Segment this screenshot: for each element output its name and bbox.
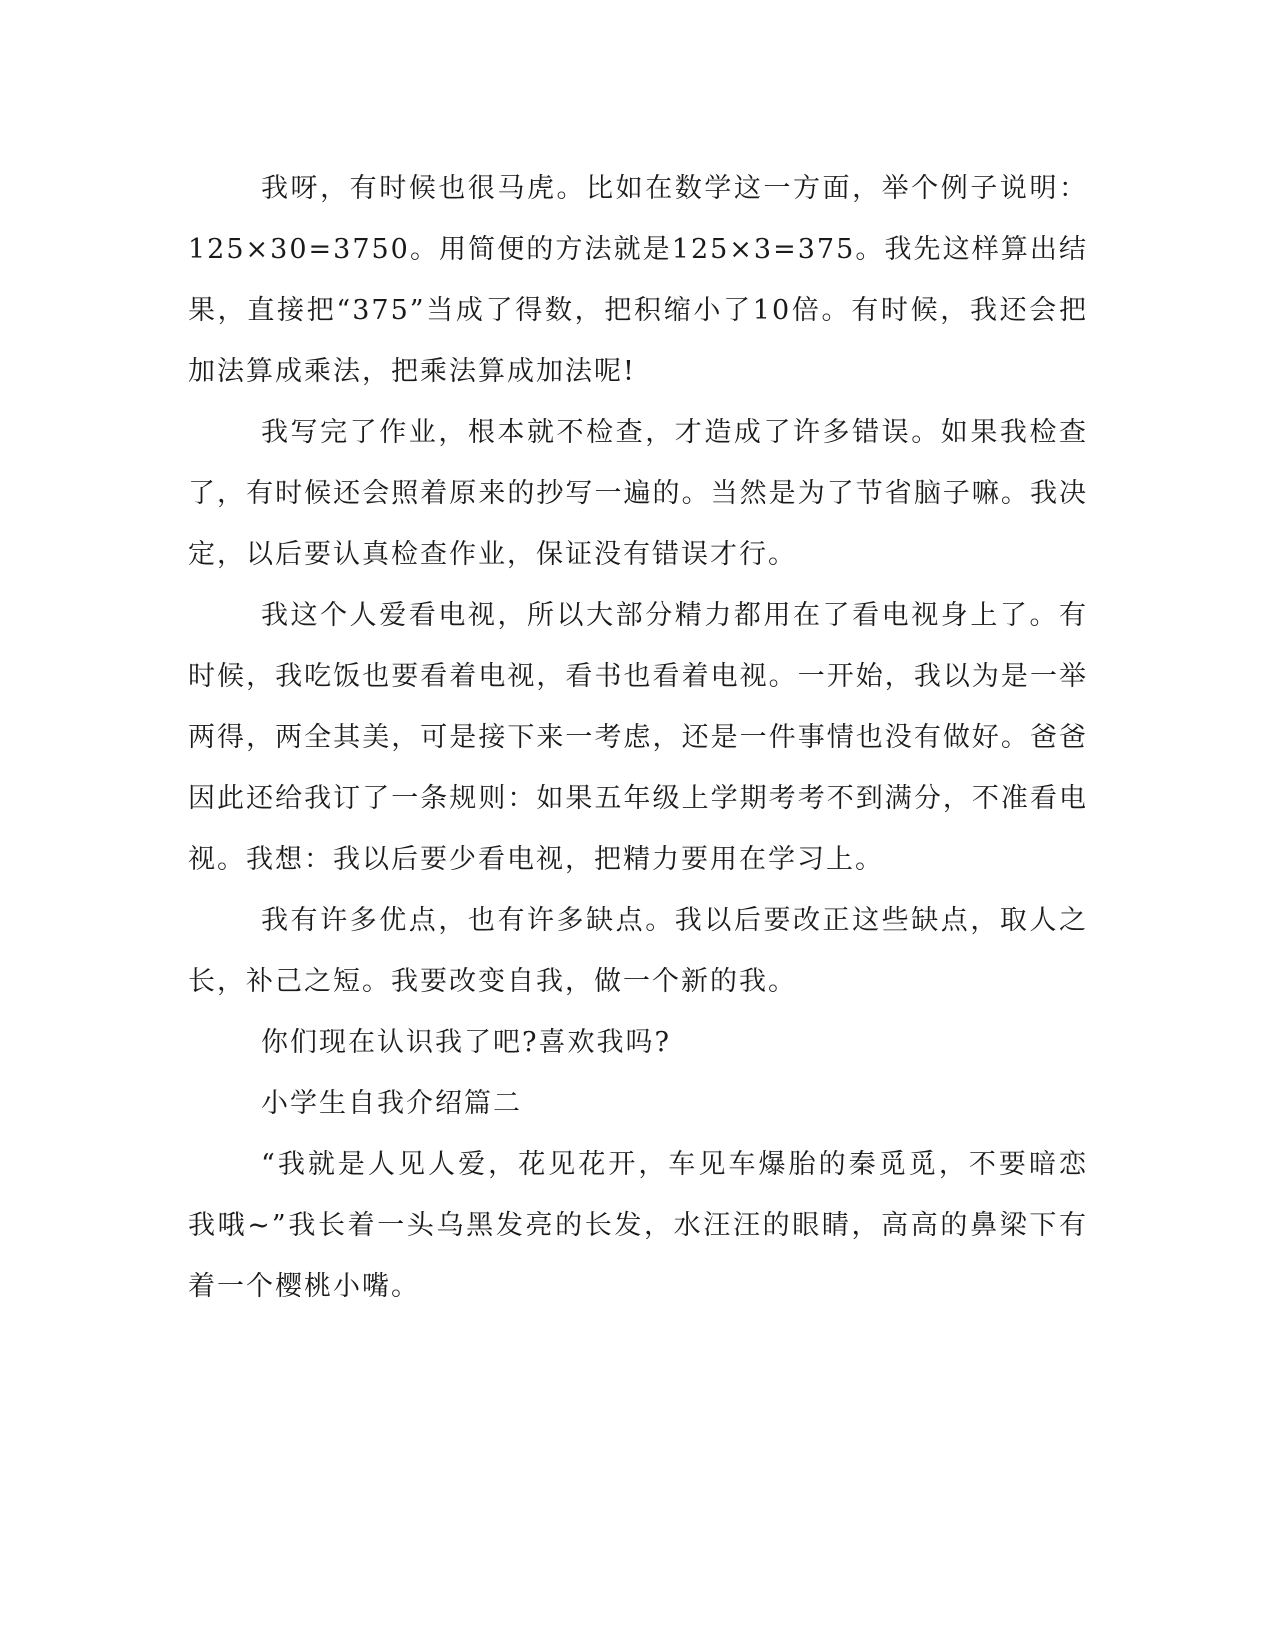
document-body	[188, 158, 1088, 1317]
paragraph-carelessness: 我呀，有时候也很马虎。比如在数学这一方面，举个例子说明：125×30=3750。用简便的方法就是125×3=375。我先这样算出结果，直接把“375”当成了得数，把积缩小了10倍。有时候，我还会把加法算成乘法，把乘法算成加法呢!	[188, 173, 1088, 387]
paragraph-closing-question: 你们现在认识我了吧?喜欢我吗?	[261, 1027, 671, 1058]
paragraph-homework-check: 我写完了作业，根本就不检查，才造成了许多错误。如果我检查了，有时候还会照着原来的抄写一遍的。当然是为了节省脑子嘛。我决定，以后要认真检查作业，保证没有错误才行。	[188, 417, 1088, 570]
paragraph-introduction: “我就是人见人爱，花见花开，车见车爆胎的秦觅觅，不要暗恋我哦~”我长着一头乌黑发亮的长发，水汪汪的眼睛，高高的鼻梁下有着一个樱桃小嘴。	[188, 1149, 1088, 1302]
paragraph-strengths-weaknesses: 我有许多优点，也有许多缺点。我以后要改正这些缺点，取人之长，补己之短。我要改变自我，做一个新的我。	[188, 905, 1088, 997]
section-title: 小学生自我介绍篇二	[261, 1088, 522, 1119]
paragraph-television: 我这个人爱看电视，所以大部分精力都用在了看电视身上了。有时候，我吃饭也要看着电视，看书也看着电视。一开始，我以为是一举两得，两全其美，可是接下来一考虑，还是一件事情也没有做好。爸爸因此还给我订了一条规则：如果五年级上学期考考不到满分，不准看电视。我想：我以后要少看电视，把精力要用在学习上。	[188, 600, 1088, 875]
